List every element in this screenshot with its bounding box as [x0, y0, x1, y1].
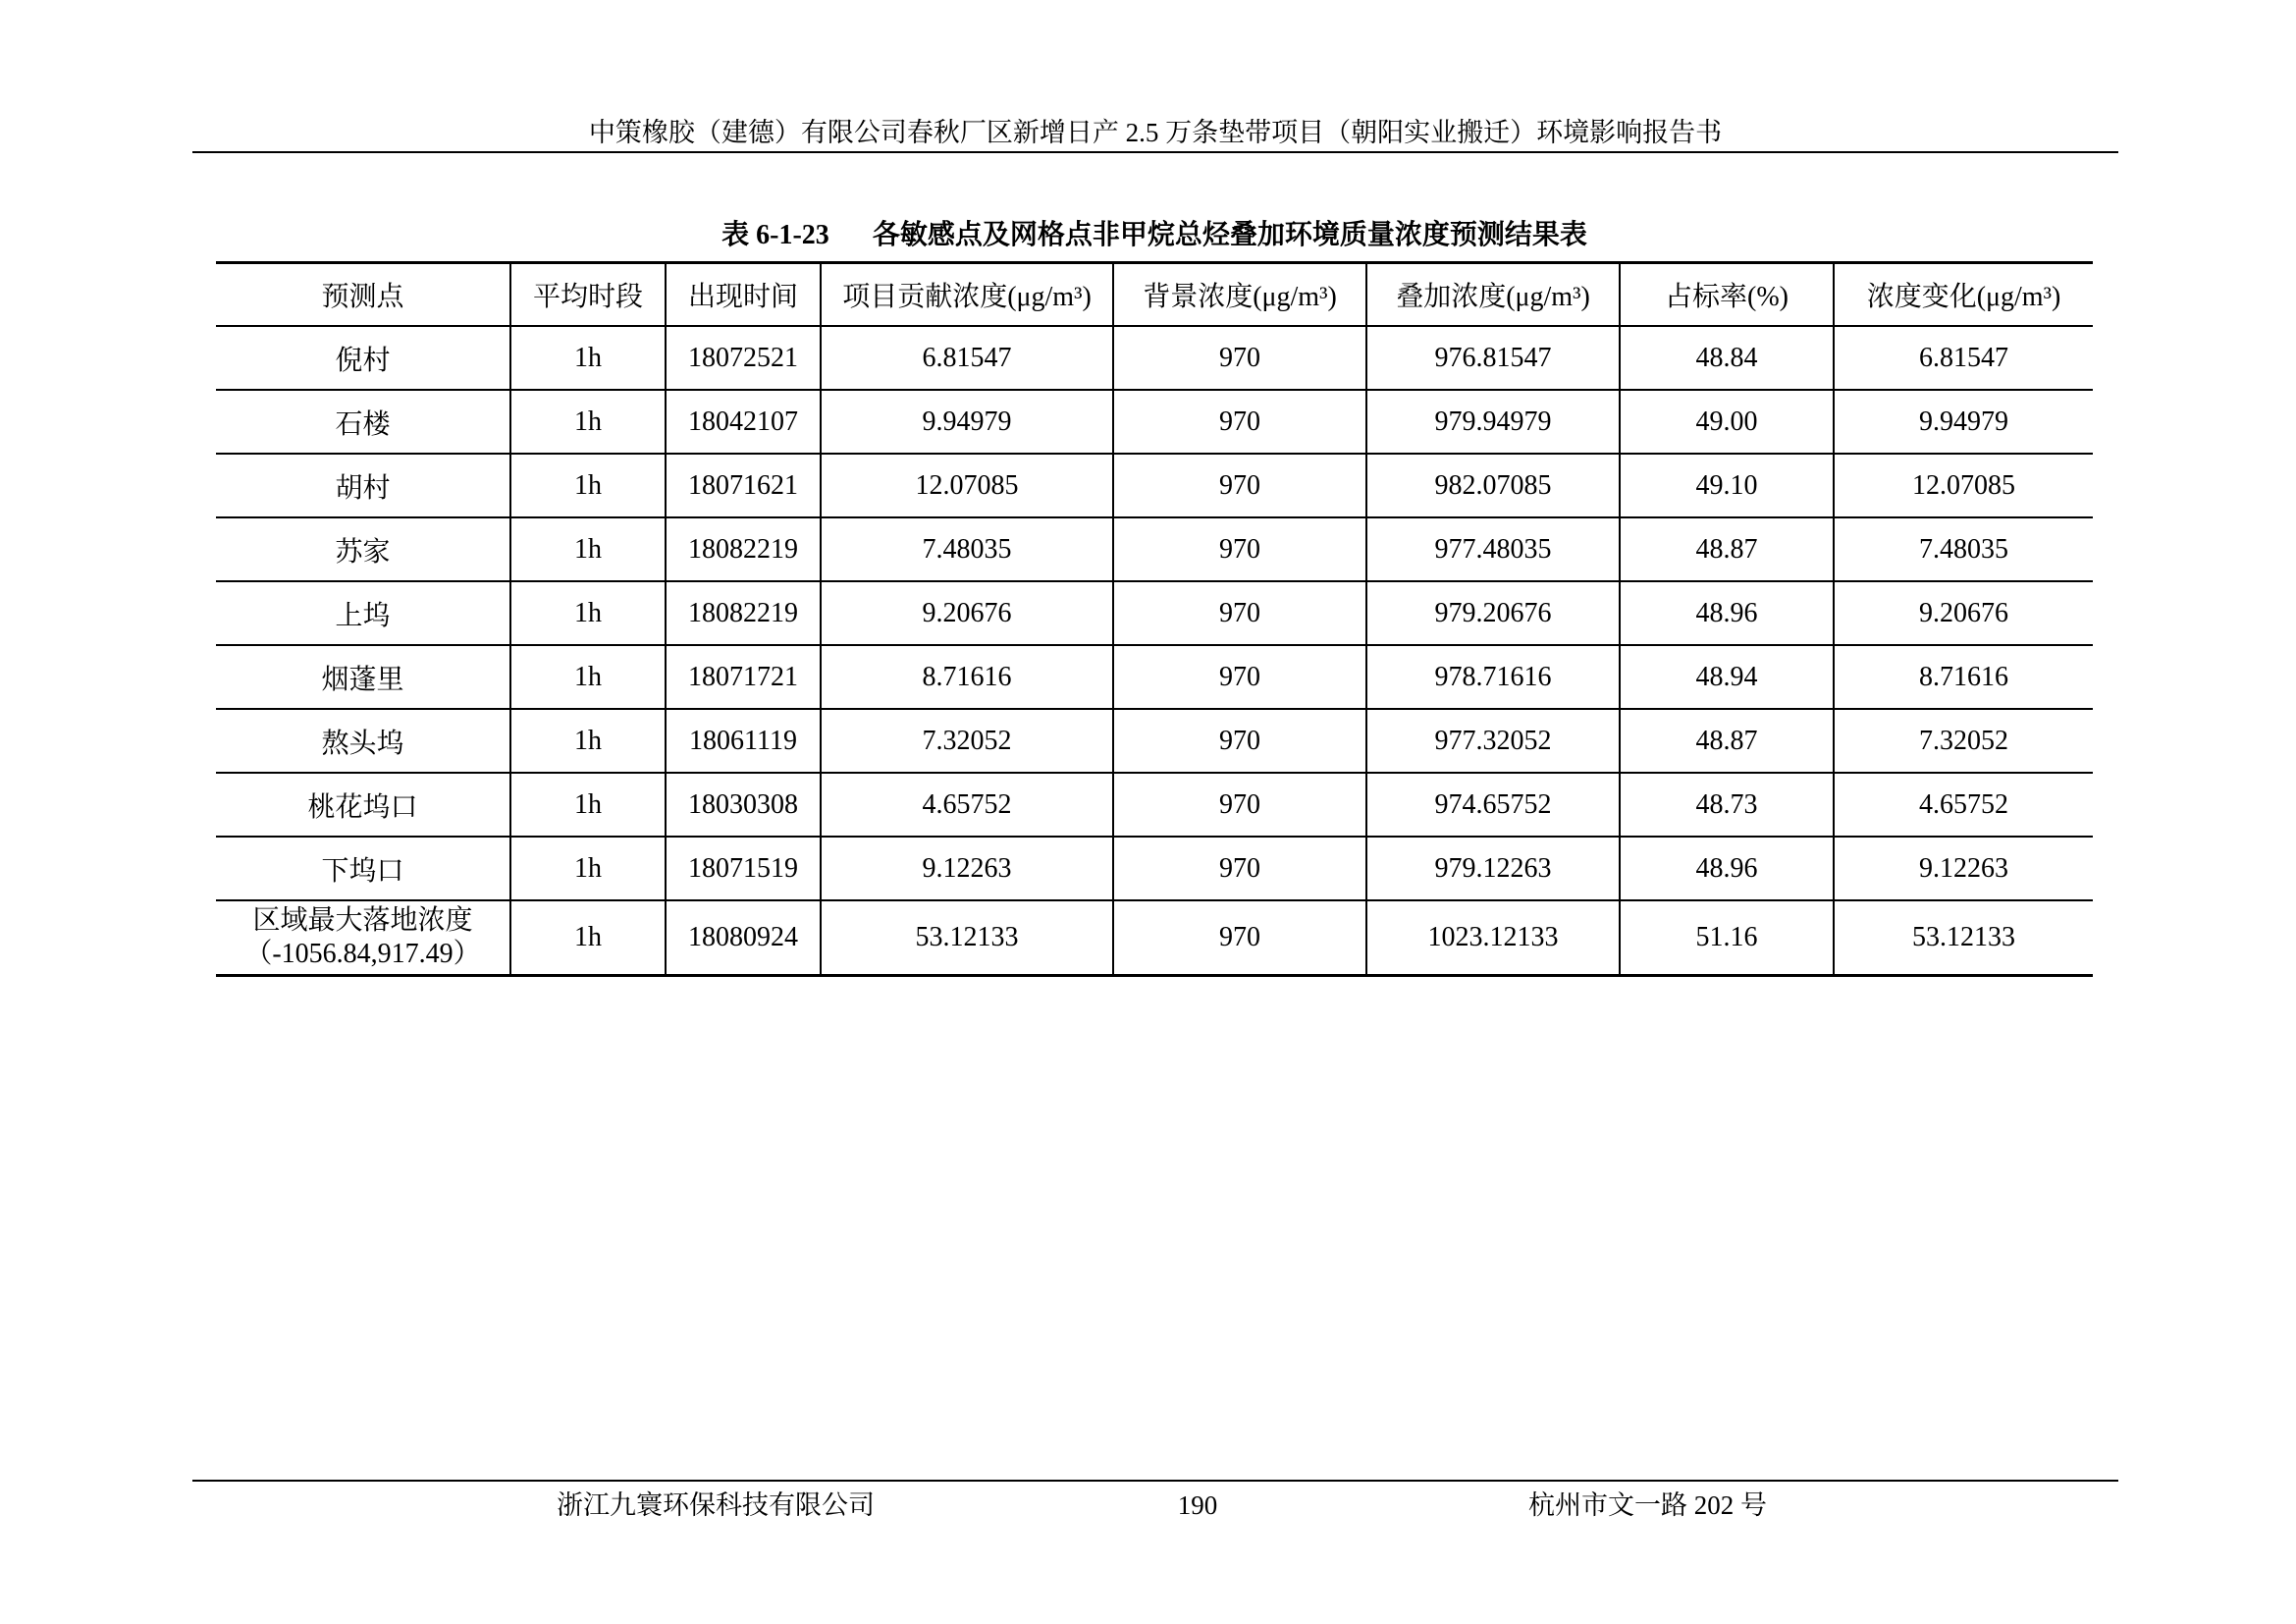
cell-superposed: 1023.12133	[1366, 900, 1620, 976]
cell-period: 1h	[510, 517, 666, 581]
cell-point: 胡村	[216, 454, 510, 517]
cell-background: 970	[1113, 454, 1366, 517]
table-row	[216, 709, 2093, 773]
table-header-row	[216, 263, 2093, 327]
cell-superposed: 977.48035	[1366, 517, 1620, 581]
cell-ratio: 49.10	[1620, 454, 1834, 517]
cell-contribution: 7.48035	[821, 517, 1113, 581]
cell-change: 8.71616	[1834, 645, 2093, 709]
footer-company: 浙江九寰环保科技有限公司	[557, 1490, 875, 1520]
cell-point: 熬头坞	[216, 709, 510, 773]
cell-period: 1h	[510, 390, 666, 454]
cell-contribution: 7.32052	[821, 709, 1113, 773]
cell-background: 970	[1113, 581, 1366, 645]
cell-background: 970	[1113, 326, 1366, 390]
header-rule	[192, 151, 2118, 153]
column-header-change: 浓度变化(μg/m³)	[1834, 263, 2093, 327]
cell-period: 1h	[510, 837, 666, 900]
cell-time: 18071621	[666, 454, 821, 517]
cell-change: 6.81547	[1834, 326, 2093, 390]
cell-contribution: 12.07085	[821, 454, 1113, 517]
cell-contribution: 6.81547	[821, 326, 1113, 390]
table-row	[216, 645, 2093, 709]
page-number: 190	[1177, 1490, 1218, 1520]
cell-contribution: 9.94979	[821, 390, 1113, 454]
cell-change: 9.12263	[1834, 837, 2093, 900]
cell-ratio: 48.96	[1620, 837, 1834, 900]
cell-background: 970	[1113, 390, 1366, 454]
table-row	[216, 517, 2093, 581]
cell-period: 1h	[510, 326, 666, 390]
cell-contribution: 9.12263	[821, 837, 1113, 900]
cell-time: 18072521	[666, 326, 821, 390]
cell-point: 上坞	[216, 581, 510, 645]
table-row	[216, 390, 2093, 454]
cell-point-line2: （-1056.84,917.49）	[244, 939, 481, 969]
cell-contribution: 9.20676	[821, 581, 1113, 645]
footer-rule	[192, 1480, 2118, 1482]
cell-point: 苏家	[216, 517, 510, 581]
cell-period: 1h	[510, 709, 666, 773]
cell-time: 18071519	[666, 837, 821, 900]
cell-ratio: 48.87	[1620, 517, 1834, 581]
cell-time: 18080924	[666, 900, 821, 976]
cell-superposed: 978.71616	[1366, 645, 1620, 709]
cell-change: 4.65752	[1834, 773, 2093, 837]
cell-time: 18082219	[666, 581, 821, 645]
table-body	[216, 326, 2093, 976]
cell-time: 18082219	[666, 517, 821, 581]
cell-period: 1h	[510, 454, 666, 517]
cell-period: 1h	[510, 773, 666, 837]
column-header-superposed: 叠加浓度(μg/m³)	[1366, 263, 1620, 327]
column-header-background: 背景浓度(μg/m³)	[1113, 263, 1366, 327]
cell-background: 970	[1113, 709, 1366, 773]
column-header-ratio: 占标率(%)	[1620, 263, 1834, 327]
cell-period: 1h	[510, 645, 666, 709]
table-row	[216, 837, 2093, 900]
cell-ratio: 49.00	[1620, 390, 1834, 454]
table-row	[216, 326, 2093, 390]
cell-ratio: 48.96	[1620, 581, 1834, 645]
table-title: 各敏感点及网格点非甲烷总烃叠加环境质量浓度预测结果表	[872, 220, 1587, 250]
table-number: 表 6-1-23	[721, 220, 829, 250]
cell-background: 970	[1113, 773, 1366, 837]
document-header-title: 中策橡胶（建德）有限公司春秋厂区新增日产 2.5 万条垫带项目（朝阳实业搬迁）环境影响报告书	[588, 118, 1723, 147]
column-header-contribution: 项目贡献浓度(μg/m³)	[821, 263, 1113, 327]
cell-point: 石楼	[216, 390, 510, 454]
cell-superposed: 982.07085	[1366, 454, 1620, 517]
cell-period: 1h	[510, 581, 666, 645]
cell-point: 烟蓬里	[216, 645, 510, 709]
prediction-results-table	[216, 261, 2093, 977]
table-row-max	[216, 900, 2093, 976]
table-row	[216, 773, 2093, 837]
cell-ratio: 51.16	[1620, 900, 1834, 976]
cell-point-line1: 区域最大落地浓度	[252, 905, 473, 936]
cell-change: 9.94979	[1834, 390, 2093, 454]
cell-change: 53.12133	[1834, 900, 2093, 976]
cell-change: 12.07085	[1834, 454, 2093, 517]
cell-ratio: 48.87	[1620, 709, 1834, 773]
cell-time: 18061119	[666, 709, 821, 773]
cell-time: 18071721	[666, 645, 821, 709]
cell-point: 下坞口	[216, 837, 510, 900]
cell-period: 1h	[510, 900, 666, 976]
cell-superposed: 979.94979	[1366, 390, 1620, 454]
table-caption	[216, 218, 2093, 253]
footer-address: 杭州市文一路 202 号	[1528, 1490, 1767, 1520]
cell-change: 7.32052	[1834, 709, 2093, 773]
cell-point: 倪村	[216, 326, 510, 390]
table-row	[216, 581, 2093, 645]
cell-ratio: 48.73	[1620, 773, 1834, 837]
cell-background: 970	[1113, 837, 1366, 900]
column-header-period: 平均时段	[510, 263, 666, 327]
cell-ratio: 48.84	[1620, 326, 1834, 390]
cell-point: 桃花坞口	[216, 773, 510, 837]
cell-superposed: 976.81547	[1366, 326, 1620, 390]
cell-background: 970	[1113, 517, 1366, 581]
column-header-point: 预测点	[216, 263, 510, 327]
cell-time: 18030308	[666, 773, 821, 837]
cell-time: 18042107	[666, 390, 821, 454]
cell-background: 970	[1113, 645, 1366, 709]
cell-superposed: 979.20676	[1366, 581, 1620, 645]
cell-change: 7.48035	[1834, 517, 2093, 581]
cell-contribution: 53.12133	[821, 900, 1113, 976]
cell-change: 9.20676	[1834, 581, 2093, 645]
cell-superposed: 974.65752	[1366, 773, 1620, 837]
cell-point	[216, 900, 510, 976]
cell-background: 970	[1113, 900, 1366, 976]
cell-superposed: 979.12263	[1366, 837, 1620, 900]
column-header-time: 出现时间	[666, 263, 821, 327]
cell-superposed: 977.32052	[1366, 709, 1620, 773]
cell-contribution: 4.65752	[821, 773, 1113, 837]
table-row	[216, 454, 2093, 517]
cell-ratio: 48.94	[1620, 645, 1834, 709]
cell-contribution: 8.71616	[821, 645, 1113, 709]
